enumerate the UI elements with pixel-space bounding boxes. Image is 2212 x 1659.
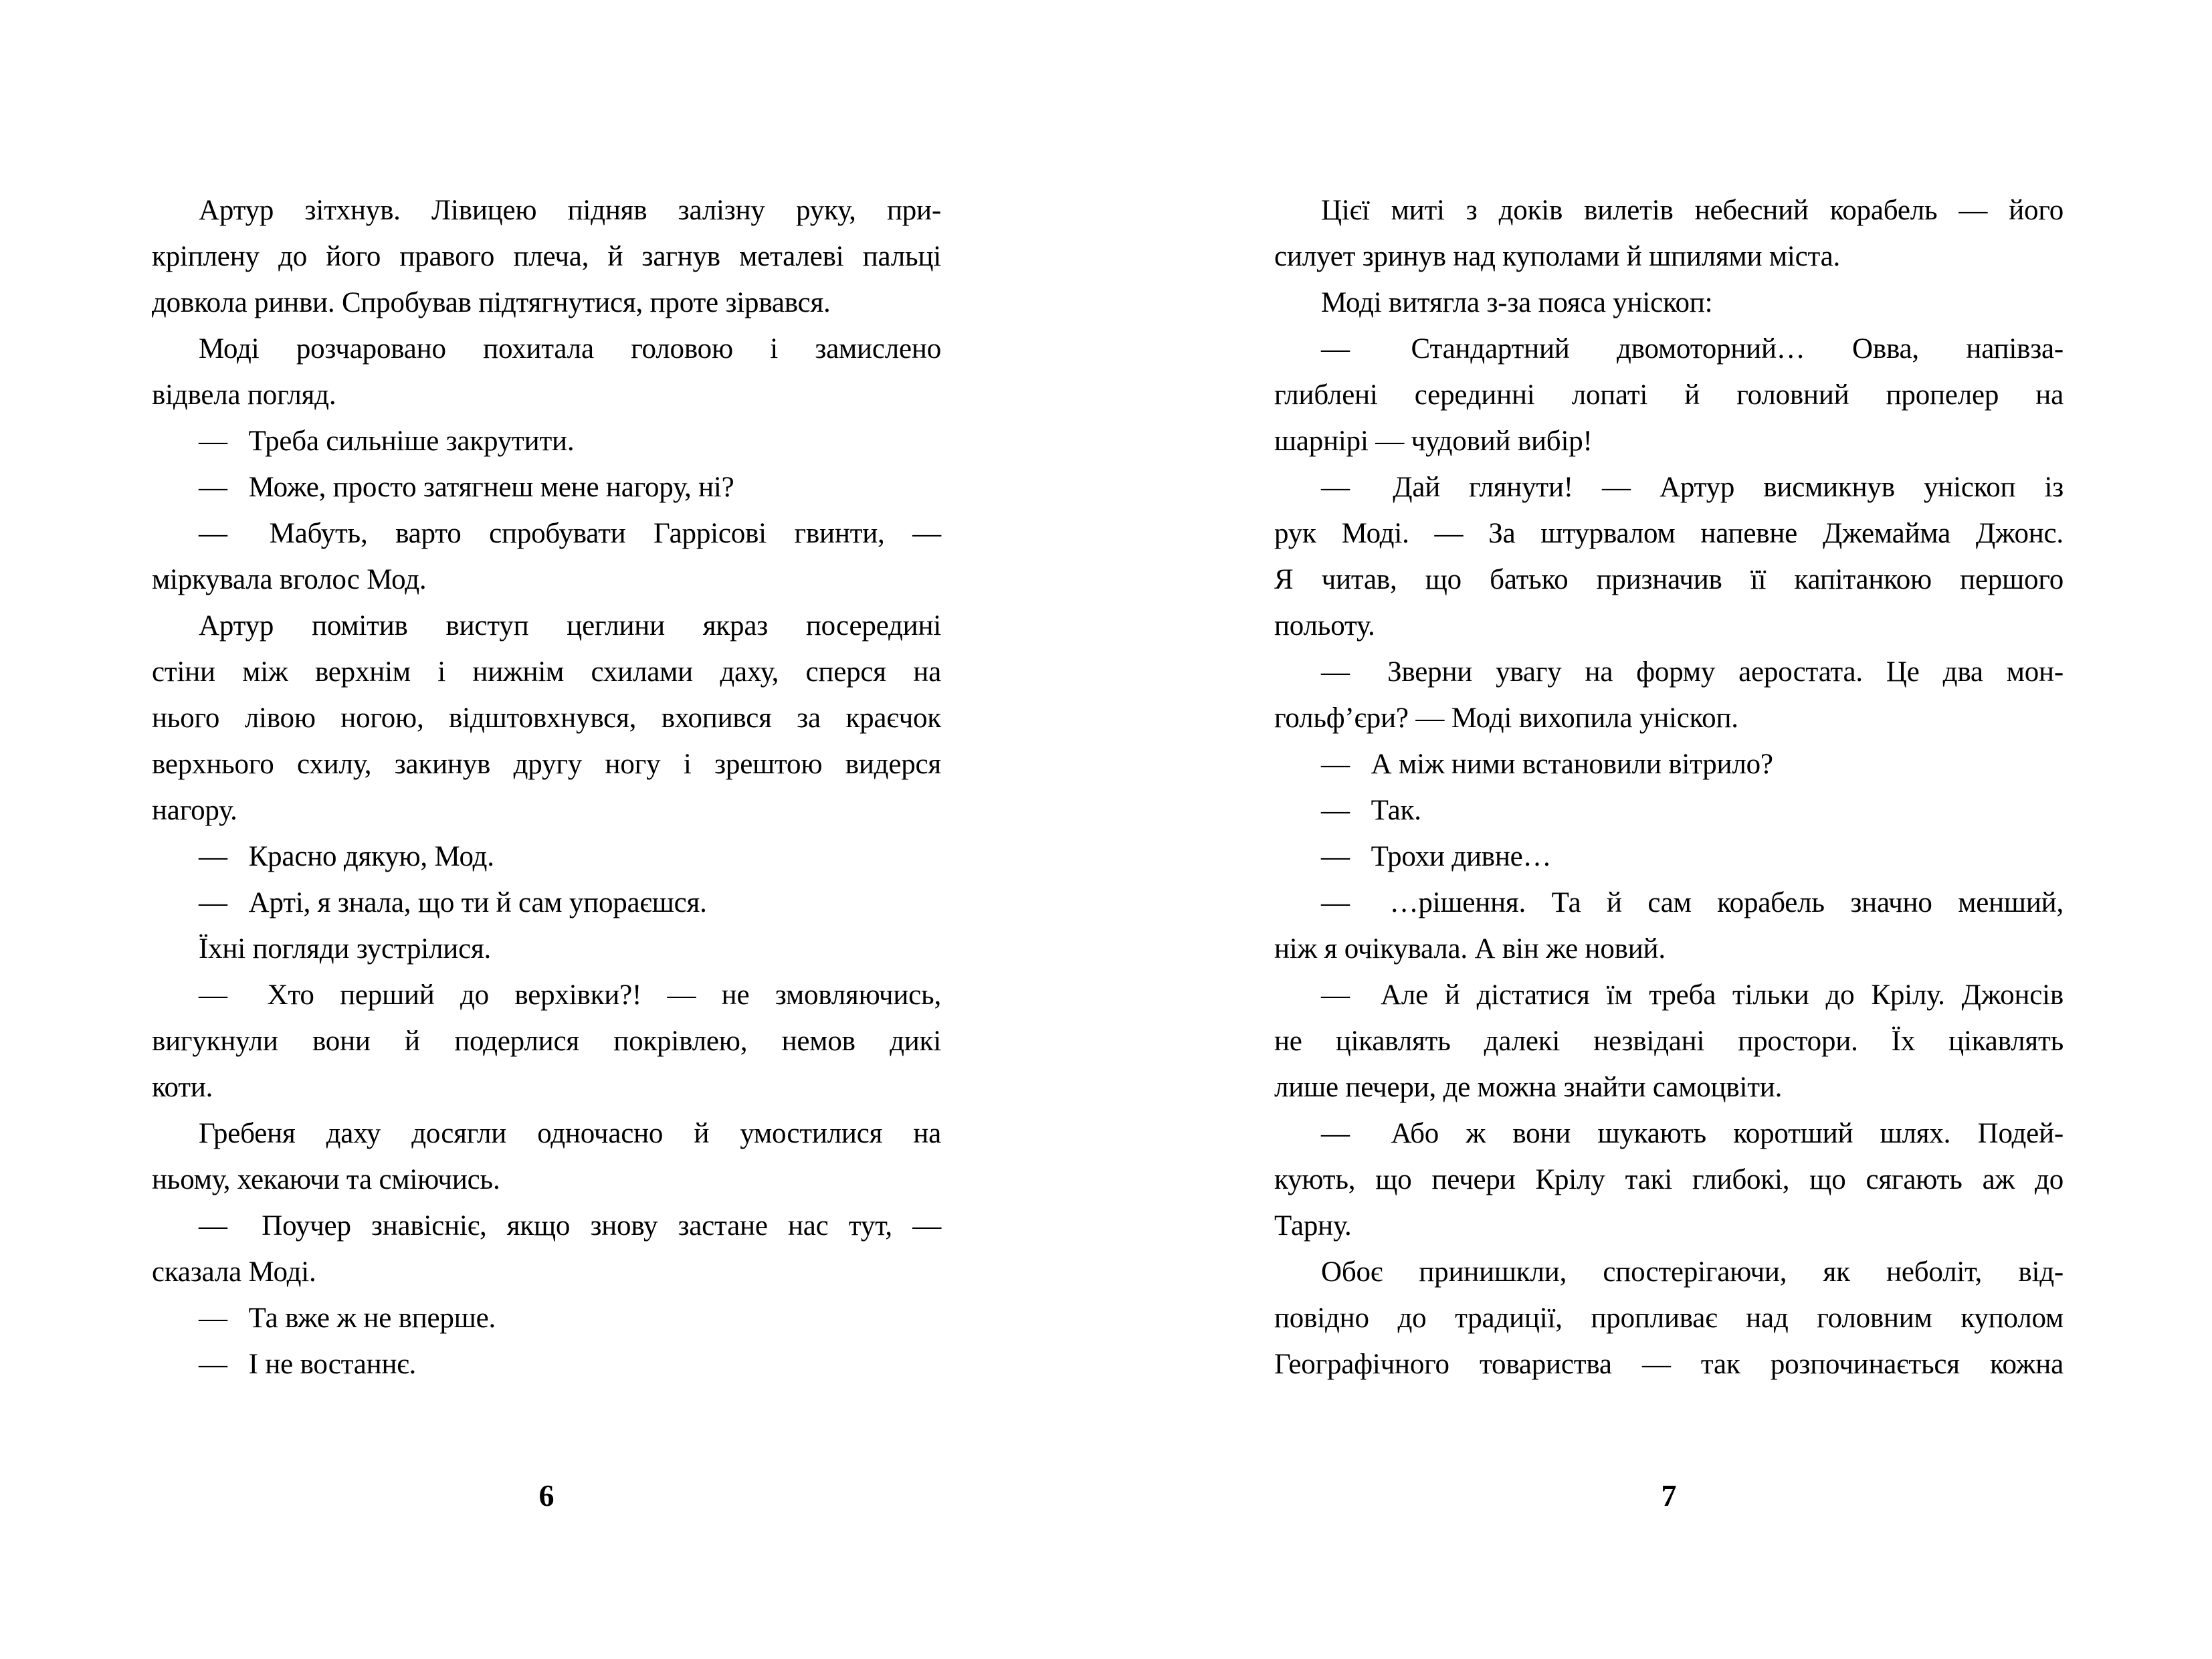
text-line: нього лівою ногою, відштовхнувся, вхопився за краєчок [152,702,941,734]
text-line: вигукнули вони й подерлися покрівлею, немов дикі [152,1026,941,1057]
page-text-left [152,187,941,1387]
text-line: відвела погляд. [152,379,336,411]
text-line: кують, що печери Крілу такі глибокі, що сягають аж до [1274,1164,2064,1195]
text-line: польоту. [1274,610,1375,642]
text-line: силует зринув над куполами й шпилями міста. [1274,241,1841,272]
text-line: не цікавлять далекі незвідані простори. Їх цікавлять [1274,1026,2064,1057]
text-line: Я читав, що батько призначив її капітанкою першого [1274,564,2064,595]
text-line: — Дай глянути! — Артур висмикнув уніскоп із [1321,472,2064,503]
page-number: 7 [1661,1478,1677,1512]
text-line: міркувала вголос Мод. [152,564,427,595]
text-line: — Треба сильніше закрутити. [199,425,575,457]
text-line: гольф’єри? — Моді вихопила уніскоп. [1274,702,1738,734]
text-line: — Поучер знавісніє, якщо знову застане нас тут, — [199,1210,941,1242]
text-line: — Стандартний двомоторний… Овва, напівза- [1321,333,2064,365]
text-line: Гребеня даху досягли одночасно й умостилися на [199,1118,941,1149]
text-line: — Або ж вони шукають коротший шлях. Подей- [1321,1118,2064,1149]
text-line: Цієї миті з доків вилетів небесний корабель — його [1321,195,2064,226]
book-page-right [1274,187,2064,1525]
text-line: Обоє принишкли, спостерігаючи, як неболіт, від- [1321,1256,2064,1288]
text-line: — Може, просто затягнеш мене нагору, ні? [199,472,734,503]
text-line: рук Моді. — За штурвалом напевне Джемайма Джонс. [1274,518,2064,549]
text-line: — І не востаннє. [199,1349,417,1380]
text-line: — Та вже ж не вперше. [199,1302,496,1334]
text-line: глиблені серединні лопаті й головний пропелер на [1274,379,2064,411]
text-line: — …рішення. Та й сам корабель значно менший, [1321,887,2064,918]
text-line: — Хто перший до верхівки?! — не змовляючись, [199,979,941,1011]
text-line: стіни між верхнім і нижнім схилами даху, сперся на [152,656,941,688]
text-line: ньому, хекаючи та сміючись. [152,1164,500,1195]
text-line: повідно до традиції, пропливає над головним куполом [1274,1302,2064,1334]
text-line: верхнього схилу, закинув другу ногу і зрештою видерся [152,749,941,780]
text-line: Їхні погляди зустрілися. [199,933,492,965]
text-line: ніж я очікувала. А він же новий. [1274,933,1666,965]
text-line: довкола ринви. Спробував підтягнутися, проте зірвався. [152,287,831,318]
text-line: Тарну. [1274,1210,1352,1242]
text-line: лише печери, де можна знайти самоцвіти. [1274,1072,1783,1103]
text-line: Артур помітив виступ цеглини якраз посередині [199,610,941,642]
text-line: Моді витягла з-за пояса уніскоп: [1321,287,1713,318]
text-line: — Трохи дивне… [1321,841,1552,872]
text-line: — Але й дістатися їм треба тільки до Крілу. Джонсів [1321,979,2064,1011]
text-line: — А між ними встановили вітрило? [1321,749,1773,780]
page-text-right [1274,187,2064,1387]
text-line: кріплену до його правого плеча, й загнув металеві пальці [152,241,941,272]
text-line: шарнірі — чудовий вибір! [1274,425,1593,457]
text-line: — Так. [1321,795,1421,826]
text-line: — Арті, я знала, що ти й сам упораєшся. [199,887,707,918]
text-line: Географічного товариства — так розпочинається кожна [1274,1349,2064,1380]
text-line: — Красно дякую, Мод. [199,841,494,872]
text-line: Артур зітхнув. Лівицею підняв залізну руку, при- [199,195,941,226]
text-line: сказала Моді. [152,1256,316,1288]
book-page-left [152,187,941,1525]
text-line: Моді розчаровано похитала головою і замислено [199,333,941,365]
text-line: нагору. [152,795,237,826]
text-line: — Мабуть, варто спробувати Гаррісові гвинти, — [199,518,941,549]
page-number: 6 [538,1478,555,1512]
text-line: коти. [152,1072,213,1103]
text-line: — Зверни увагу на форму аеростата. Це два мон- [1321,656,2064,688]
